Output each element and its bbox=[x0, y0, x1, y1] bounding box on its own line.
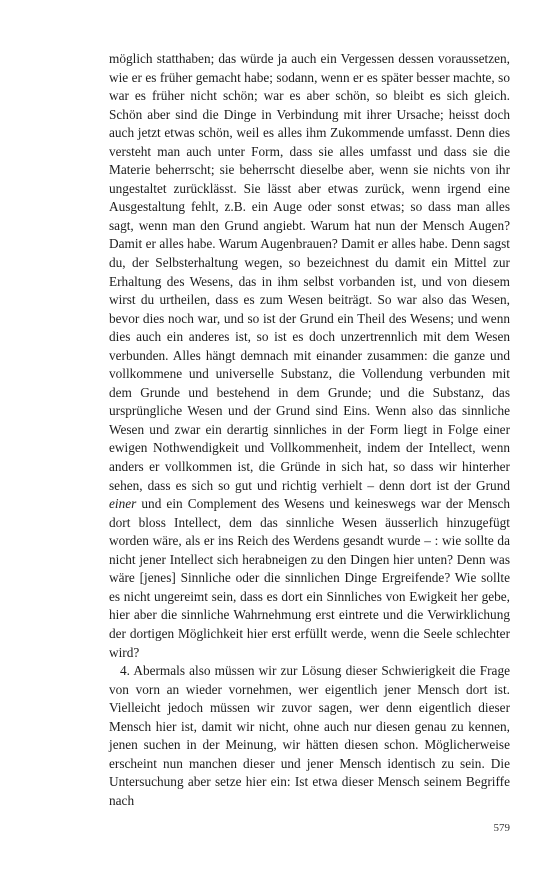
paragraph-continued bbox=[109, 50, 510, 662]
page-number: 579 bbox=[493, 822, 510, 834]
body-text bbox=[109, 50, 510, 810]
paragraph-1-part-1: möglich statthaben; das würde ja auch ein Vergessen dessen voraussetzen, wie er es früher gemacht habe; sodann, wenn er es später besser machte, so war es früher nicht schön; war es aber schön, so bleibt es sich gleich. Schön aber sind die Dinge in Verbindung mit ihrer Ursache; heisst doch auch jetzt etwas schön, weil es alles ihm Zukommende umfasst. Denn dies versteht man auch unter Form, dass sie alles umfasst und dass sie die Materie beherrscht; sie beherrscht dieselbe aber, wenn sie nichts von ihr ungestaltet zurücklässt. Sie lässt aber etwas zurück, wenn irgend eine Ausgestaltung fehlt, z.B. ein Auge oder sonst etwas; so dass man alles sagt, wenn man den Grund angiebt. Warum hat nun der Mensch Augen? Damit er alles habe. Warum Augenbrauen? Damit er alles habe. Denn sagst du, der Selbsterhaltung wegen, so bezeichnest du damit ein Mittel zur Erhaltung des Wesens, das in ihm selbst vorbanden ist, und von diesem wirst du urtheilen, dass es zum Wesen beiträgt. So war also das Wesen, bevor dies noch war, und so ist der Grund ein Theil des Wesens; und wenn dies auch ein anderes ist, so ist es doch unzertrennlich mit dem Wesen verbunden. Alles hängt demnach mit einander zusammen: die ganze und vollkommene und universelle Substanz, die Vollendung verbunden mit dem Grunde und bestehend in dem Grunde; und die Substanz, das ursprüngliche Wesen und der Grund sind Eins. Wenn also das sinnliche Wesen und zwar ein derartig sinnliches in der Form liegt in Folge einer ewigen Nothwendigkeit und Vollkommenheit, indem der Intellect, wenn anders er vollkommen ist, die Gründe in sich hat, so dass wir hinterher sehen, dass es sich so gut und richtig verhielt – denn dort ist der Grund bbox=[109, 51, 510, 493]
emphasis-einer: einer bbox=[109, 496, 137, 512]
paragraph-1-part-2: und ein Complement des Wesens und keineswegs war der Mensch dort bloss Intellect, dem das sinnliche Wesen äusserlich hinzugefügt worden wäre, als er ins Reich des Werdens gesandt wurde – : wie sollte da nicht jener Intellect sich herabneigen zu den Dingen hier unten? Denn was wäre [jenes] Sinnliche oder die sinnlichen Dinge Ergreifende? Wie sollte es nicht ungereimt sein, dass es dort ein Sinnliches von Ewigkeit her gebe, hier aber die sinnliche Wahrnehmung erst eintrete und die Verwirklichung der dortigen Möglichkeit hier erst erfüllt werde, wenn die Seele schlechter wird? bbox=[109, 496, 510, 660]
paragraph-section-4: 4. Abermals also müssen wir zur Lösung dieser Schwierigkeit die Frage von vorn an wieder vornehmen, wer eigentlich jener Mensch dort ist. Vielleicht jedoch müssen wir zuvor sagen, wer denn eigentlich dieser Mensch hier ist, damit wir nicht, ohne auch nur diesen genau zu kennen, jenen suchen in der Meinung, wir hätten diesen schon. Möglicherweise erscheint nun manchen dieser und jener Mensch identisch zu sein. Die Untersuchung aber setze hier ein: Ist etwa dieser Mensch seinem Begriffe nach bbox=[109, 663, 510, 808]
